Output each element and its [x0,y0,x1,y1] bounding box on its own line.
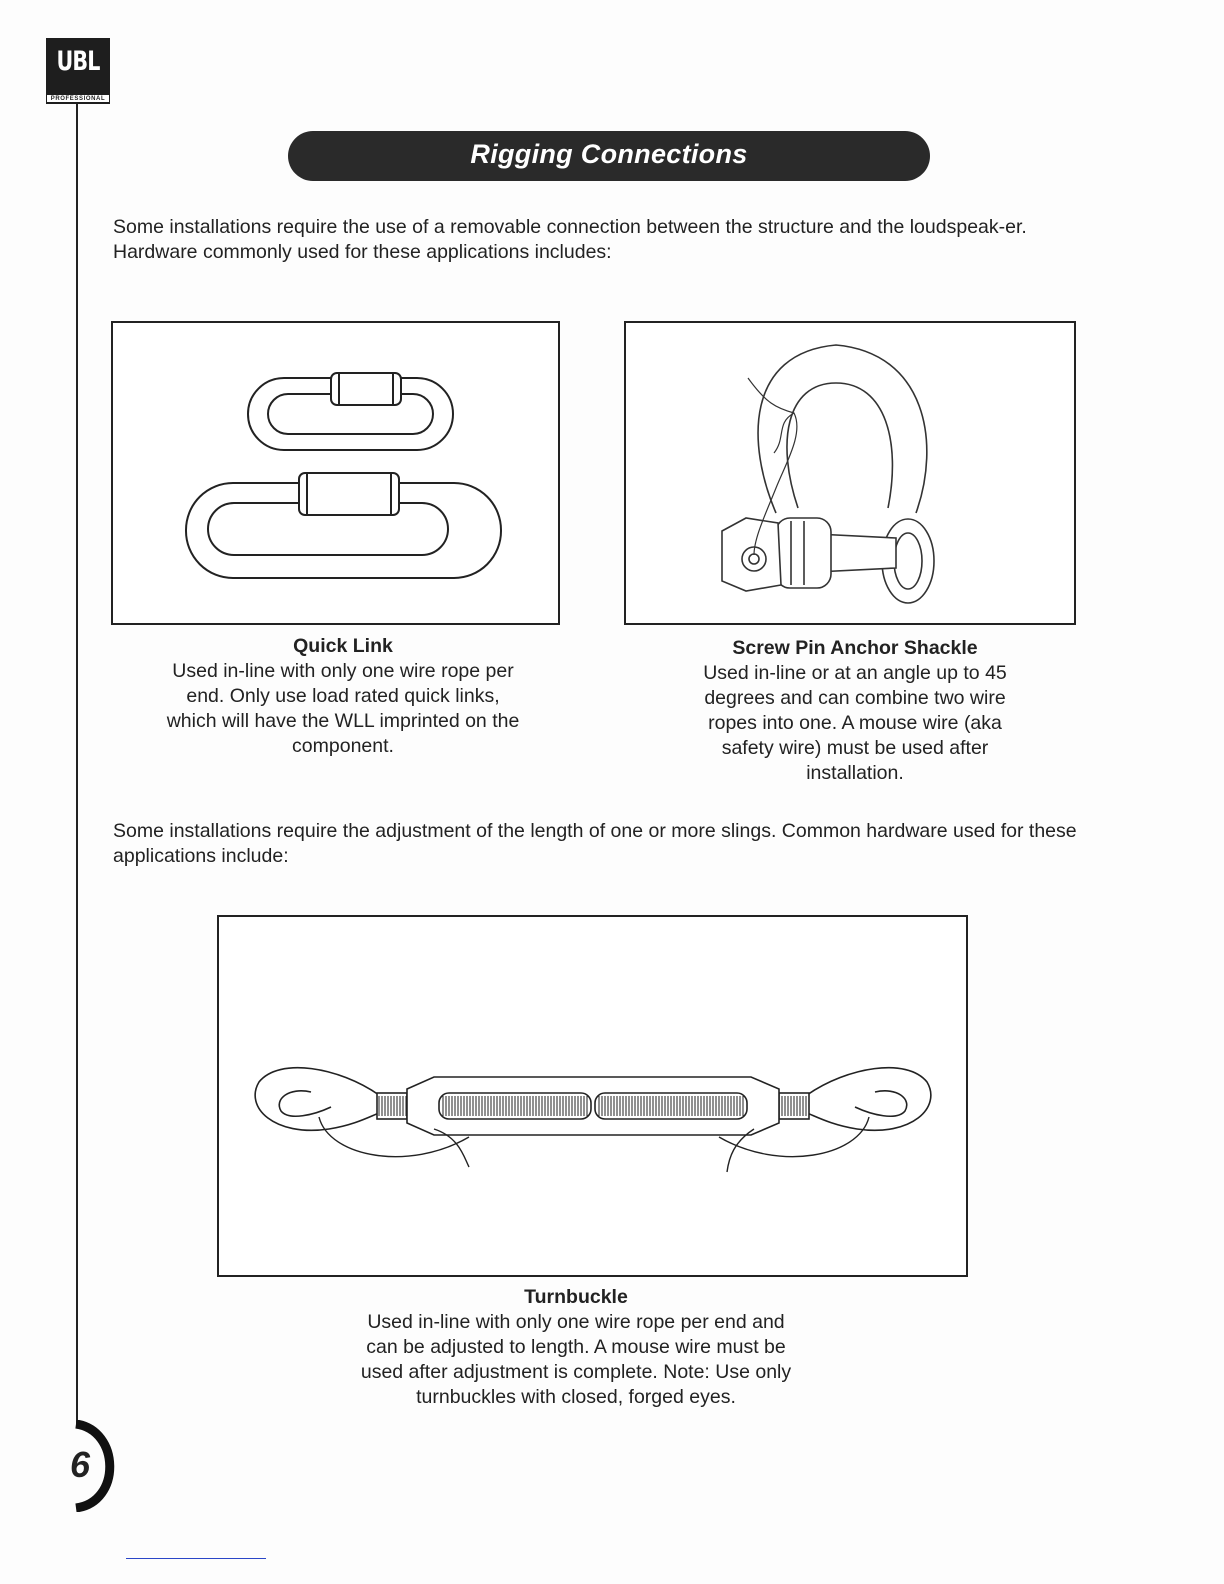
margin-rule [76,104,78,1424]
jbl-professional-logo [46,38,110,104]
quick-link-figure [111,321,560,625]
shackle-caption [680,636,1030,786]
turnbuckle-title: Turnbuckle [524,1286,628,1308]
turnbuckle-figure [217,915,968,1277]
logo-wordmark: UBL [56,46,100,77]
turnbuckle-illustration-icon [219,917,966,1275]
section-banner [288,131,930,181]
quick-link-description: Used in-line with only one wire rope per end. Only use load rated quick links, which will have the WLL imprinted on the component. [166,660,520,757]
section-title: Rigging Connections [470,139,748,169]
second-paragraph: Some installations require the adjustment of the length of one or more slings. Common hardware used for these applications include: [113,820,1077,867]
turnbuckle-caption [356,1285,796,1410]
turnbuckle-description: Used in-line with only one wire rope per end and can be adjusted to length. A mouse wire must be used after adjustment is complete. Note: Use only turnbuckles with closed, forged eyes. [360,1311,792,1408]
logo-subtitle: PROFESSIONAL [46,94,110,103]
intro-paragraph: Some installations require the use of a removable connection between the structure and the loudspeak-er. Hardware commonly used for these applications includes: [113,216,1027,263]
shackle-figure [624,321,1076,625]
quick-link-caption [160,634,526,759]
quick-link-title: Quick Link [293,635,393,657]
screw-pin-anchor-shackle-illustration-icon [626,323,1074,623]
shackle-description: Used in-line or at an angle up to 45 degrees and can combine two wire ropes into one. A mouse wire (aka safety wire) must be used after installation. [703,662,1007,784]
quick-link-illustration-icon [113,323,558,623]
page-number-tab [60,1420,124,1512]
page-number: 6 [69,1444,91,1485]
shackle-title: Screw Pin Anchor Shackle [732,637,978,659]
footer-rule [126,1558,266,1559]
